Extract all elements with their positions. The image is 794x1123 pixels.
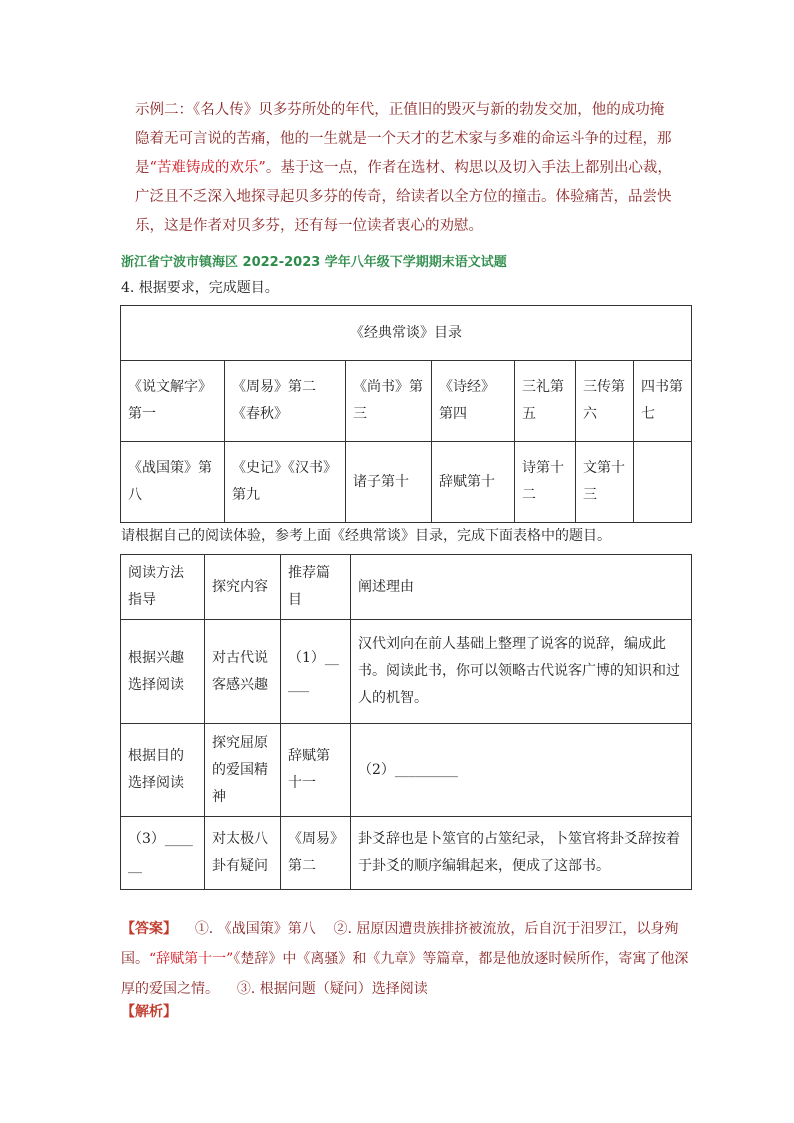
catalog-title: 《经典常谈》目录 <box>121 306 692 361</box>
catalog-cell: 三传第六 <box>576 361 634 442</box>
example-text-2: 。基于这一点，作者在选材、构思以及切入手法上都别出心裁，广泛且不乏深入地探寻起贝多芬的传奇，给读者以全方位的撞击。体验痛苦，品尝快乐，这是作者对贝多芬，还有每一位读者衷心的劝慰。 <box>135 160 672 234</box>
analysis-label <box>121 998 177 1026</box>
table-cell: 汉代刘向在前人基础上整理了说客的说辞，编成此书。阅读此书，你可以领略古代说客广博的知识和过人的机智。 <box>351 620 692 724</box>
catalog-cell: 三礼第五 <box>515 361 576 442</box>
catalog-cell: 《史记》《汉书》第九 <box>225 442 346 523</box>
catalog-cell: 《诗经》第四 <box>432 361 515 442</box>
table-cell: 卦爻辞也是卜筮官的占筮纪录，卜筮官将卦爻辞按着于卦爻的顺序编辑起来，便成了这部书。 <box>351 817 692 890</box>
catalog-cell: 《说文解字》第一 <box>121 361 225 442</box>
answer-item-2b: 《楚辞》中《离骚》和《九章》等篇章，都是他放逐时候所作，寄寓了他深厚的爱国之情。 <box>121 951 689 997</box>
header-content: 探究内容 <box>205 555 281 620</box>
answer-item-3: ③. 根据问题（疑问）选择阅读 <box>236 981 428 997</box>
table-cell: 对古代说客感兴趣 <box>205 620 281 724</box>
answer-label: 【答案】 <box>121 921 177 937</box>
answer-item-2a: ②. 屈原因遭贵族排挤被流放，后自沉于汨罗江，以身殉国。 <box>121 921 679 967</box>
catalog-cell: 《尚书》第三 <box>346 361 432 442</box>
header-reason: 阐述理由 <box>351 555 692 620</box>
catalog-cell: 诗第十二 <box>515 442 576 523</box>
answer-block <box>121 914 691 1004</box>
catalog-cell: 《周易》第二《春秋》 <box>225 361 346 442</box>
example-quote: “苦难铸成的欢乐” <box>149 160 266 176</box>
table-cell: 《周易》第二 <box>281 817 351 890</box>
answer-item-2-quote: “辞赋第十一” <box>149 951 234 967</box>
table-cell: 探究屈原的爱国精神 <box>205 724 281 817</box>
question-title: 4. 根据要求，完成题目。 <box>121 280 279 296</box>
blank-3: （3）______ <box>121 817 205 890</box>
catalog-cell: 诸子第十 <box>346 442 432 523</box>
reading-table <box>120 554 692 890</box>
header-method: 阅读方法指导 <box>121 555 205 620</box>
catalog-cell: 四书第七 <box>634 361 692 442</box>
analysis-label-text: 【解析】 <box>121 1004 177 1020</box>
instruction-text: 请根据自己的阅读体验，参考上面《经典常谈》目录，完成下面表格中的题目。 <box>121 528 611 544</box>
catalog-cell: 文第十三 <box>576 442 634 523</box>
catalog-cell: 《战国策》第八 <box>121 442 225 523</box>
example-paragraph <box>135 96 675 241</box>
catalog-cell-empty <box>634 442 692 523</box>
table-cell: 根据兴趣选择阅读 <box>121 620 205 724</box>
exam-source: 浙江省宁波市镇海区 2022-2023 学年八年级下学期期末语文试题 <box>121 255 507 270</box>
catalog-table <box>120 305 692 523</box>
answer-item-1: ①. 《战国策》第八 <box>194 921 316 937</box>
table-cell: 根据目的选择阅读 <box>121 724 205 817</box>
table-cell: 对太极八卦有疑问 <box>205 817 281 890</box>
blank-2: （2）_________ <box>351 724 692 817</box>
example-text-1: 示例二：《名人传》贝多芬所处的年代，正值旧的毁灭与新的勃发交加，他的成功掩隐着无可言说的苦痛，他的一生就是一个天才的艺术家与多难的命运斗争的过程，那是 <box>135 102 672 176</box>
header-recommend: 推荐篇目 <box>281 555 351 620</box>
blank-1: （1）_____ <box>281 620 351 724</box>
catalog-cell: 辞赋第十 <box>432 442 515 523</box>
table-cell: 辞赋第十一 <box>281 724 351 817</box>
